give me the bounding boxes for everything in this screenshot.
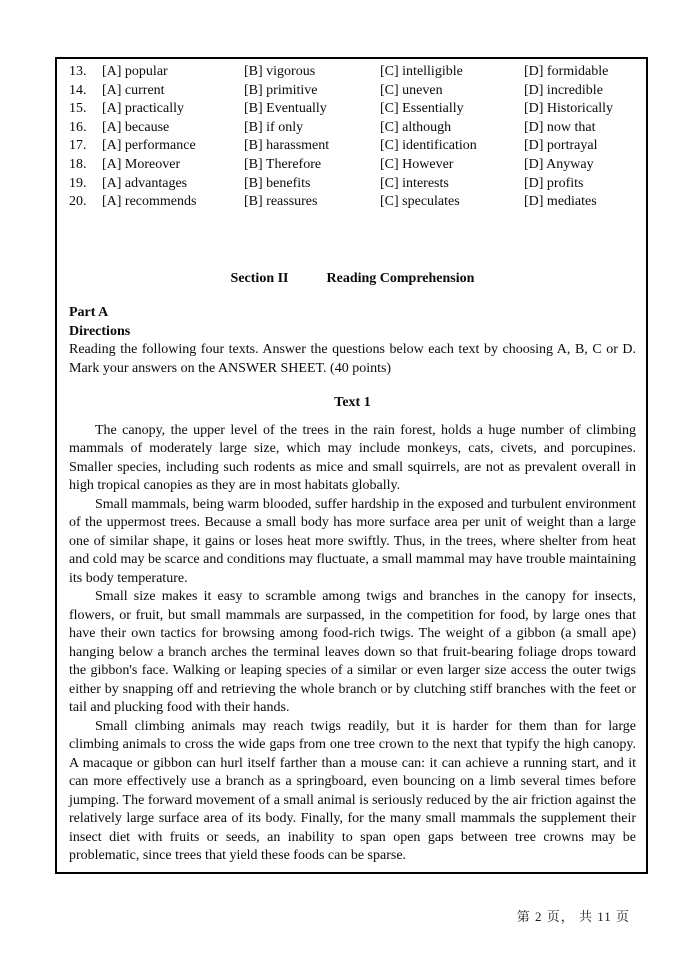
text1-paragraph: The canopy, the upper level of the trees in the rain forest, holds a huge number of climbing mammals of moderately large size, which may include monkeys, cats, civets, and porcupines. Smaller species, including such rodents as mice and small squirrels, are not as prevalent overall in high tropical canopies as they are in most habitats globally. bbox=[69, 422, 636, 494]
text1-paragraph: Small climbing animals may reach twigs readily, but it is harder for them than for large climbing animals to cross the wide gaps from one tree crown to the next that typify the high canopy. A macaque or gibbon can hurl itself farther than a mouse can: it can achieve a running start, and it can more effectively use a branch as a springboard, even bouncing on a limb several times before jumping. The forward movement of a small animal is seriously reduced by the air friction against the relatively large surface area of its body. Finally, for the many small mammals the supplement their insect diet with fruits or seeds, an inability to span open gaps between tree crowns may be problematic, since trees that yield these foods can be sparse. bbox=[69, 718, 636, 864]
question-number: 18. bbox=[69, 156, 87, 172]
options-table-body bbox=[69, 63, 636, 212]
option-d: [D] incredible bbox=[524, 82, 603, 98]
option-row bbox=[69, 156, 636, 175]
option-d: [D] Historically bbox=[524, 101, 614, 117]
option-row bbox=[69, 137, 636, 156]
option-b: [B] benefits bbox=[244, 175, 311, 191]
option-d: [D] mediates bbox=[524, 194, 597, 210]
option-c: [C] interests bbox=[380, 175, 449, 191]
option-b: [B] primitive bbox=[244, 82, 318, 98]
option-c: [C] intelligible bbox=[380, 64, 463, 79]
option-c: [C] uneven bbox=[380, 82, 443, 98]
question-number: 19. bbox=[69, 175, 87, 191]
option-a: [A] because bbox=[102, 119, 170, 135]
option-b: [B] Eventually bbox=[244, 101, 327, 117]
text1-paragraph: Small size makes it easy to scramble among twigs and branches in the canopy for insects, flowers, or fruit, but small mammals are surpassed, in the competition for food, by large ones that have their own tactics for browsing among food-rich twigs. The weight of a gibbon (a small ape) hanging below a branch arches the terminal leaves down so that fruit-bearing foliage drops toward the gibbon's face. Walking or leaping species of a similar or even larger size access the outer twigs either by snapping off and retrieving the whole branch or by clutching stiff branches with the feet or tail and plucking food with their hands. bbox=[69, 589, 636, 716]
option-a: [A] performance bbox=[102, 138, 196, 154]
option-b: [B] vigorous bbox=[244, 64, 316, 79]
option-b: [B] Therefore bbox=[244, 156, 322, 172]
page-number-footer: 第 2 页， 共 11 页 bbox=[516, 909, 630, 924]
option-d: [D] formidable bbox=[524, 64, 609, 79]
question-number: 16. bbox=[69, 119, 87, 135]
directions-label: Directions bbox=[69, 323, 131, 339]
option-a: [A] Moreover bbox=[102, 156, 181, 172]
text1-paragraph: Small mammals, being warm blooded, suffer hardship in the exposed and turbulent environment of the uppermost trees. Because a small body has more surface area per unit of weight than a large one of similar shape, it gains or loses heat more swiftly. Thus, in the trees, where shelter from heat and cold may be scarce and conditions may fluctuate, a small mammal may have trouble maintaining its body temperature. bbox=[69, 496, 636, 586]
option-c: [C] identification bbox=[380, 138, 477, 154]
option-row bbox=[69, 193, 636, 212]
question-number: 15. bbox=[69, 101, 87, 117]
section-title-text: Reading Comprehension bbox=[326, 270, 475, 286]
option-row bbox=[69, 119, 636, 138]
option-a: [A] popular bbox=[102, 64, 168, 79]
option-a: [A] advantages bbox=[102, 175, 188, 191]
option-d: [D] portrayal bbox=[524, 138, 598, 154]
options-table bbox=[69, 63, 636, 212]
question-number: 20. bbox=[69, 194, 87, 210]
exam-page-box bbox=[55, 57, 648, 874]
section-title bbox=[69, 270, 636, 289]
question-number: 17. bbox=[69, 138, 87, 154]
option-b: [B] harassment bbox=[244, 138, 330, 154]
question-number: 14. bbox=[69, 82, 87, 98]
option-c: [C] However bbox=[380, 156, 454, 172]
option-a: [A] practically bbox=[102, 101, 185, 117]
question-number: 13. bbox=[69, 64, 87, 79]
option-d: [D] now that bbox=[524, 119, 596, 135]
option-c: [C] although bbox=[380, 119, 452, 135]
option-c: [C] Essentially bbox=[380, 101, 464, 117]
section-title-number: Section II bbox=[230, 270, 289, 286]
option-row bbox=[69, 100, 636, 119]
text1-title: Text 1 bbox=[334, 395, 371, 411]
option-a: [A] recommends bbox=[102, 194, 197, 210]
option-row bbox=[69, 82, 636, 101]
option-row bbox=[69, 175, 636, 194]
text1-body bbox=[69, 422, 636, 866]
option-d: [D] profits bbox=[524, 175, 584, 191]
directions-text: Reading the following four texts. Answer the questions below each text by choosing A, B, C or D. Mark your answers on the ANSWER SHEET. (40 points) bbox=[69, 342, 636, 376]
option-b: [B] reassures bbox=[244, 194, 318, 210]
option-b: [B] if only bbox=[244, 119, 304, 135]
option-a: [A] current bbox=[102, 82, 165, 98]
part-label: Part A bbox=[69, 305, 109, 321]
option-c: [C] speculates bbox=[380, 194, 460, 210]
option-d: [D] Anyway bbox=[524, 156, 594, 172]
option-row bbox=[69, 63, 636, 82]
